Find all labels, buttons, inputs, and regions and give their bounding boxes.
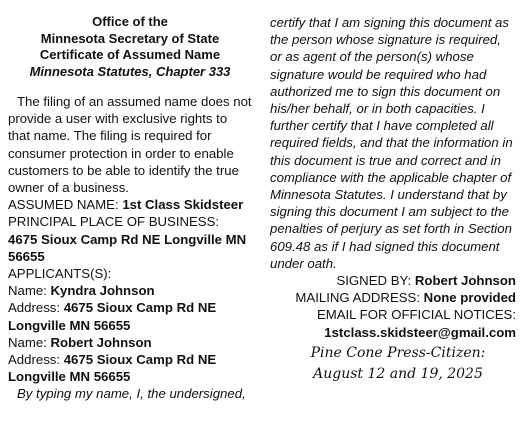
header-agency: Minnesota Secretary of State — [40, 30, 220, 46]
applicant-address-label: Address: — [8, 352, 64, 368]
applicant-address-label: Address: — [8, 300, 64, 316]
notice-header — [8, 14, 252, 80]
signed-by-label: SIGNED BY: — [336, 273, 415, 289]
publication-paper: Pine Cone Press-Citizen: — [310, 344, 486, 361]
assumed-name-row — [8, 196, 252, 213]
applicant-name-value: Robert Johnson — [50, 334, 152, 350]
applicants-label: APPLICANTS(S): — [8, 266, 112, 282]
header-statute: Minnesota Statutes, Chapter 333 — [29, 63, 231, 79]
applicant-name-row — [8, 334, 252, 351]
assumed-name-label: ASSUMED NAME: — [8, 197, 123, 213]
applicant-address-value: 4675 Sioux Camp Rd NE Longville MN 56655 — [8, 300, 217, 333]
mailing-address-value: None provided — [423, 290, 516, 306]
header-office: Office of the — [92, 14, 168, 29]
mailing-address-label: MAILING ADDRESS: — [295, 290, 424, 306]
applicant-name-value: Kyndra Johnson — [50, 283, 155, 299]
assumed-name-value: 1st Class Skidsteer — [122, 197, 244, 213]
certification-start: By typing my name, I, the undersigned, — [17, 386, 246, 402]
principal-place-row — [8, 213, 252, 265]
email-value: 1stclass.skidsteer@gmail.com — [324, 324, 516, 340]
applicant-name-label: Name: — [8, 283, 51, 299]
publication-info — [270, 343, 516, 385]
applicant-address-row — [8, 351, 252, 385]
principal-place-value: 4675 Sioux Camp Rd NE Longville MN 56655 — [8, 231, 247, 264]
publication-dates: August 12 and 19, 2025 — [313, 365, 483, 382]
email-label: EMAIL FOR OFFICIAL NOTICES: — [316, 307, 516, 323]
applicant-address-row — [8, 299, 252, 333]
applicant-name-label: Name: — [8, 334, 51, 350]
signed-by-row — [270, 272, 516, 289]
applicant-address-value: 4675 Sioux Camp Rd NE Longville MN 56655 — [8, 352, 217, 385]
left-column — [8, 14, 252, 403]
intro-paragraph: The filing of an assumed name does not provide a user with exclusive rights to that name. The filing is required for consumer protection in order to enable customers to be able to identify the true owner of a business. — [8, 94, 252, 196]
header-certificate-title: Certificate of Assumed Name — [39, 47, 221, 62]
mailing-address-row — [270, 289, 516, 306]
applicant-name-row — [8, 282, 252, 299]
right-column — [270, 14, 516, 385]
principal-place-label: PRINCIPAL PLACE OF BUSINESS: — [8, 214, 220, 230]
certification-text: certify that I am signing this document as the person whose signature is required, or as agent of the person(s) whose signature would be required who had authorized me to sign this document on his/her behalf, or in both capacities. I further certify that I have completed all required fields, and that the information in this document is true and correct and in compliance with the applicable chapter of Minnesota Statutes. I understand that by signing this document I am subject to the penalties of perjury as set forth in Section 609.48 as if I had signed this document under oath. — [270, 15, 513, 271]
signed-by-value: Robert Johnson — [414, 273, 516, 289]
